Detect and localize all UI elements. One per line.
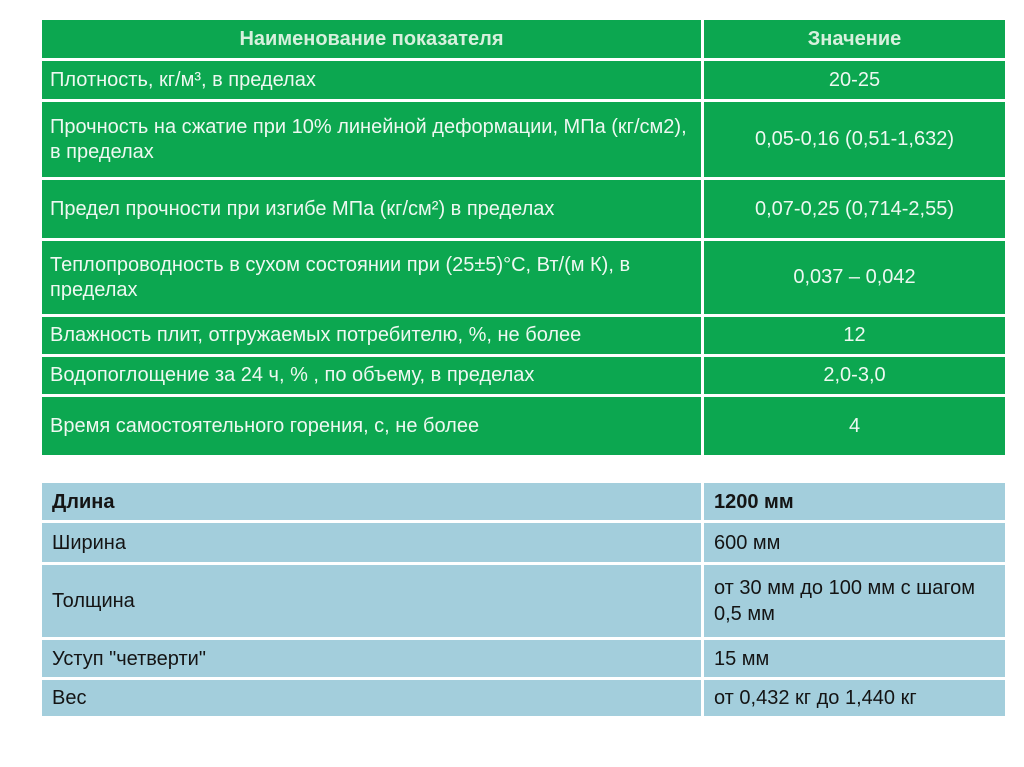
table-row (42, 180, 1005, 238)
row-value: 4 (704, 397, 1005, 455)
row-value: 0,037 – 0,042 (704, 241, 1005, 314)
row-label: Вес (42, 680, 701, 716)
row-label: Плотность, кг/м³, в пределах (42, 61, 701, 99)
table-row (42, 61, 1005, 99)
row-value: от 30 мм до 100 мм с шагом 0,5 мм (704, 565, 1005, 637)
table-row (42, 640, 1005, 677)
table-row (42, 680, 1005, 716)
spec-header-name: Наименование показателя (42, 20, 701, 58)
row-label: Предел прочности при изгибе МПа (кг/см²) в пределах (42, 180, 701, 238)
table-row (42, 523, 1005, 562)
table-row (42, 397, 1005, 455)
row-label: Влажность плит, отгружаемых потребителю, %, не более (42, 317, 701, 354)
row-value: 600 мм (704, 523, 1005, 562)
spec-table (42, 20, 1005, 455)
row-value: 12 (704, 317, 1005, 354)
row-value: 1200 мм (704, 483, 1005, 520)
table-row (42, 102, 1005, 177)
table-row (42, 241, 1005, 314)
row-label: Уступ "четверти" (42, 640, 701, 677)
spec-header-value: Значение (704, 20, 1005, 58)
row-label: Водопоглощение за 24 ч, % , по объему, в пределах (42, 357, 701, 394)
row-value: 0,07-0,25 (0,714-2,55) (704, 180, 1005, 238)
table-row (42, 317, 1005, 354)
row-value: от 0,432 кг до 1,440 кг (704, 680, 1005, 716)
row-label: Длина (42, 483, 701, 520)
row-label: Ширина (42, 523, 701, 562)
row-label: Прочность на сжатие при 10% линейной деформации, МПа (кг/см2), в пределах (42, 102, 701, 177)
row-label: Время самостоятельного горения, с, не более (42, 397, 701, 455)
dimensions-table (42, 483, 1005, 716)
row-value: 0,05-0,16 (0,51-1,632) (704, 102, 1005, 177)
row-label: Толщина (42, 565, 701, 637)
spec-table-header-row (42, 20, 1005, 58)
row-value: 15 мм (704, 640, 1005, 677)
row-value: 20-25 (704, 61, 1005, 99)
row-value: 2,0-3,0 (704, 357, 1005, 394)
dimensions-header-row (42, 483, 1005, 520)
row-label: Теплопроводность в сухом состоянии при (25±5)°С, Вт/(м К), в пределах (42, 241, 701, 314)
table-row (42, 357, 1005, 394)
table-row (42, 565, 1005, 637)
